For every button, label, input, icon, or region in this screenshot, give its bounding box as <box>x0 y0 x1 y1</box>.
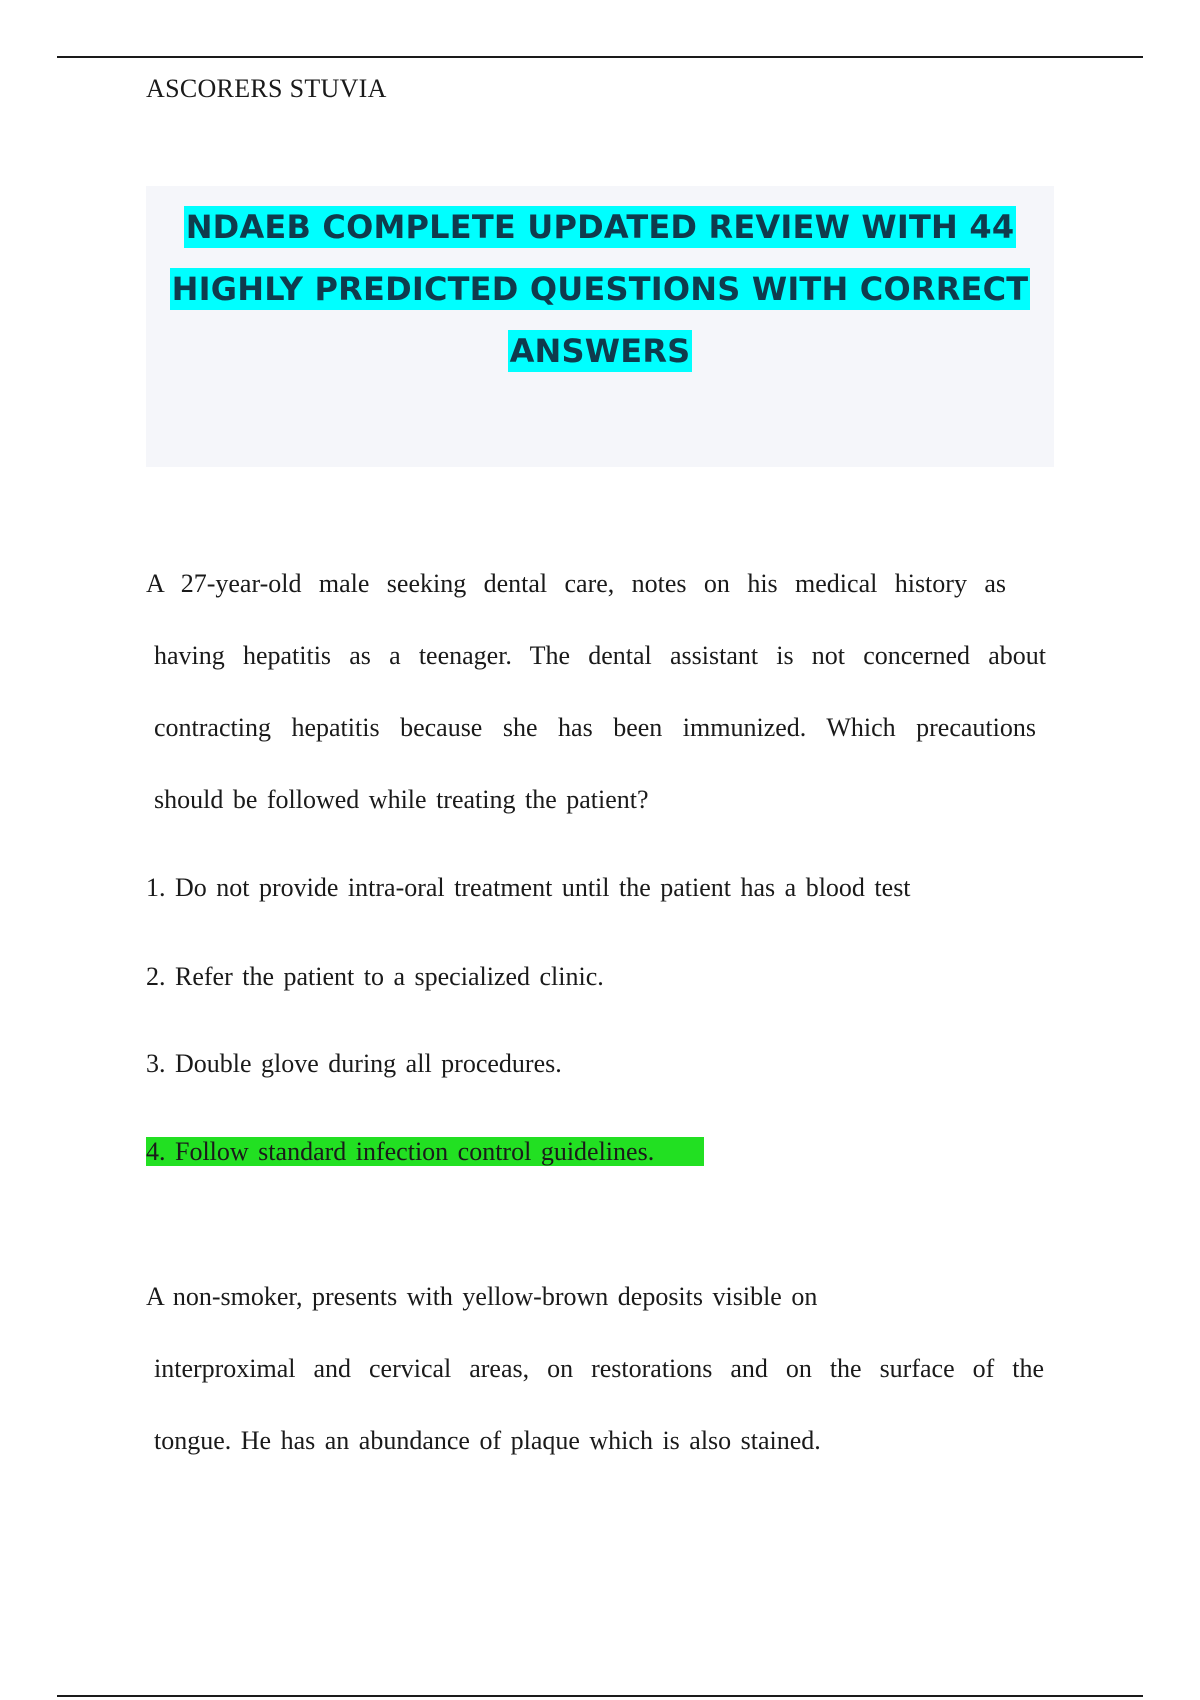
title-line-3 <box>146 320 1054 382</box>
document-header: ASCORERS STUVIA <box>146 74 387 103</box>
question-1-option-3 <box>146 1044 562 1084</box>
question-1-stem <box>146 564 1046 852</box>
correct-answer-text: 4. Follow standard infection control guidelines. <box>146 1137 704 1166</box>
bottom-rule <box>57 1695 1143 1697</box>
stem-line: A 27-year-old male seeking dental care, notes on his medical history as <box>146 569 1006 598</box>
stem-line: interproximal and cervical areas, on restorations and on the surface of the <box>154 1354 1044 1383</box>
option-text: 3. Double glove during all procedures. <box>146 1049 562 1078</box>
title-text: ANSWERS <box>509 332 691 370</box>
question-1-option-1 <box>146 868 911 908</box>
stem-line: tongue. He has an abundance of plaque which is also stained. <box>154 1426 821 1455</box>
option-text: 1. Do not provide intra-oral treatment until the patient has a blood test <box>146 873 911 902</box>
question-1-option-4-correct <box>146 1132 704 1172</box>
title-text: NDAEB COMPLETE UPDATED REVIEW WITH 44 <box>185 208 1015 246</box>
stem-line: having hepatitis as a teenager. The dental assistant is not concerned about <box>154 641 1046 670</box>
title-line-1 <box>146 196 1054 258</box>
stem-line: should be followed while treating the patient? <box>154 785 649 814</box>
top-rule <box>57 56 1143 58</box>
title-text: HIGHLY PREDICTED QUESTIONS WITH CORRECT <box>171 270 1029 308</box>
title-line-2 <box>146 258 1054 320</box>
title-box <box>146 186 1054 467</box>
stem-line: contracting hepatitis because she has been immunized. Which precautions <box>154 713 1036 742</box>
option-text: 2. Refer the patient to a specialized clinic. <box>146 962 604 991</box>
question-2-stem <box>146 1277 1046 1493</box>
question-1-option-2 <box>146 957 604 997</box>
stem-line: A non-smoker, presents with yellow-brown deposits visible on <box>146 1282 818 1311</box>
